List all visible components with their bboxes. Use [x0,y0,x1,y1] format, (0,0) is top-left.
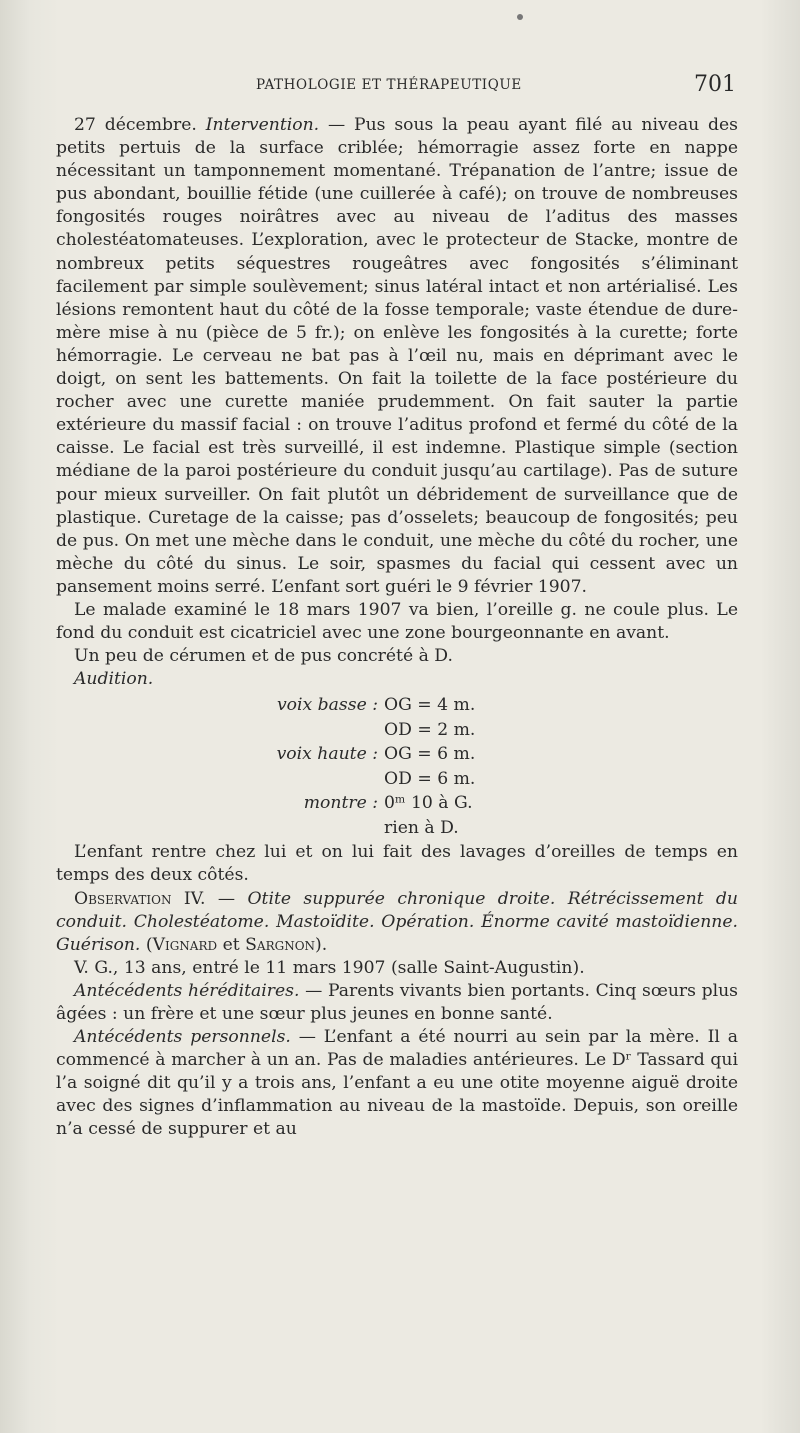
observation-title: Otite suppurée chronique droite. Rétrécissement du conduit. Cholestéatome. Mastoïdite. Opération. Énorme cavité mastoïdienne. Guérison. [56,888,738,955]
body-text [56,114,738,1142]
audition-heading: Audition. [74,669,154,690]
observation-label: Observation IV. [74,888,206,909]
section-label: Intervention. [205,115,320,135]
section-label: Antécédents personnels. [74,1027,291,1048]
audition-row: voix basse : OG = 4 m. [276,695,476,716]
paragraph-hereditary: Antécédents héréditaires. — Parents vivants bien portants. Cinq sœurs plus âgées : un frère et une sœur plus jeunes en bonne santé. [56,980,738,1024]
audition-row: montre : 0ᵐ 10 à G. [303,793,473,814]
audition-row: OD = 2 m. [384,719,476,740]
paragraph-return-home: L’enfant rentre chez lui et on lui fait des lavages d’oreilles de temps en temps des deux côtés. [56,842,738,886]
ink-speck [517,14,523,20]
paragraph-intervention [56,114,738,599]
audition-row: OD = 6 m. [384,768,476,789]
section-label: Antécédents héréditaires. [74,980,300,1001]
paragraph-cerumen: Un peu de cérumen et de pus concrété à D. [74,646,453,667]
running-title: PATHOLOGIE ET THÉRAPEUTIQUE [256,77,522,93]
audition-table [56,694,475,841]
audition-row: rien à D. [384,817,459,838]
paragraph-text: — Pus sous la peau ayant filé au niveau des petits pertuis de la surface criblée; hémorragie assez forte en nappe nécessitant un tamponnement momentané. Trépanation de l’antre; issue de pus abondant, bouillie fétide (une cuillerée à café); on trouve de nombreuses fongosités rouges noirâtres avec au niveau de l’aditus des masses cholestéatomateuses. L’exploration, avec le protecteur de Stacke, montre de nombreux petits séquestres rougeâtres avec fongosités s’éliminant facilement par simple soulèvement; sinus latéral intact et non artérialisé. Les lésions remontent haut du côté de la fosse temporale; vaste étendue de dure-mère mise à nu (pièce de 5 fr.); on enlève les fongosités à la curette; forte hémorragie. Le cerveau ne bat pas à l’œil nu, mais en déprimant avec le doigt, on sent les battements. On fait la toilette de la face postérieure du rocher avec une curette maniée prudemment. On fait sauter la partie extérieure du massif facial : on trouve l’aditus profond et fermé du côté de la caisse. Le facial est très surveillé, il est indemne. Plastique simple (section médiane de la paroi postérieure du conduit jusqu’au cartilage). Pas de suture pour mieux surveiller. On fait plutôt un débridement de surveillance que de plastique. Curetage de la caisse; pas d’osselets; beaucoup de fongosités; peu de pus. On met une mèche dans le conduit, une mèche du côté du rocher, une mèche du côté du sinus. Le soir, spasmes du facial qui cessent avec un pansement moins serré. L’enfant sort guéri le 9 février 1907. [56,115,738,597]
paragraph-patient: V. G., 13 ans, entré le 11 mars 1907 (salle Saint-Augustin). [74,957,585,978]
observation-heading: Observation IV. — Otite suppurée chronique droite. Rétrécissement du conduit. Cholestéatome. Mastoïdite. Opération. Énorme cavité mastoïdienne. Guérison. (Vignard et Sargnon). [56,888,738,955]
paragraph-personal: Antécédents personnels. — L’enfant a été nourri au sein par la mère. Il a commencé à marcher à un an. Pas de maladies antérieures. Le Dʳ Tassard qui l’a soigné dit qu’il y a trois ans, l’enfant a eu une otite moyenne aiguë droite avec des signes d’inflammation au niveau de la mastoïde. Depuis, son oreille n’a cessé de suppurer et au [56,1027,738,1140]
page-number: 701 [694,72,736,97]
paragraph-exam: Le malade examiné le 18 mars 1907 va bien, l’oreille g. ne coule plus. Le fond du conduit est cicatriciel avec une zone bourgeonnante en avant. [56,599,738,644]
date: 27 décembre. [74,115,206,135]
page-header [56,72,736,102]
author-name: Sargnon [245,934,316,955]
author-name: Vignard [152,934,218,955]
audition-row: voix haute : OG = 6 m. [276,744,476,765]
